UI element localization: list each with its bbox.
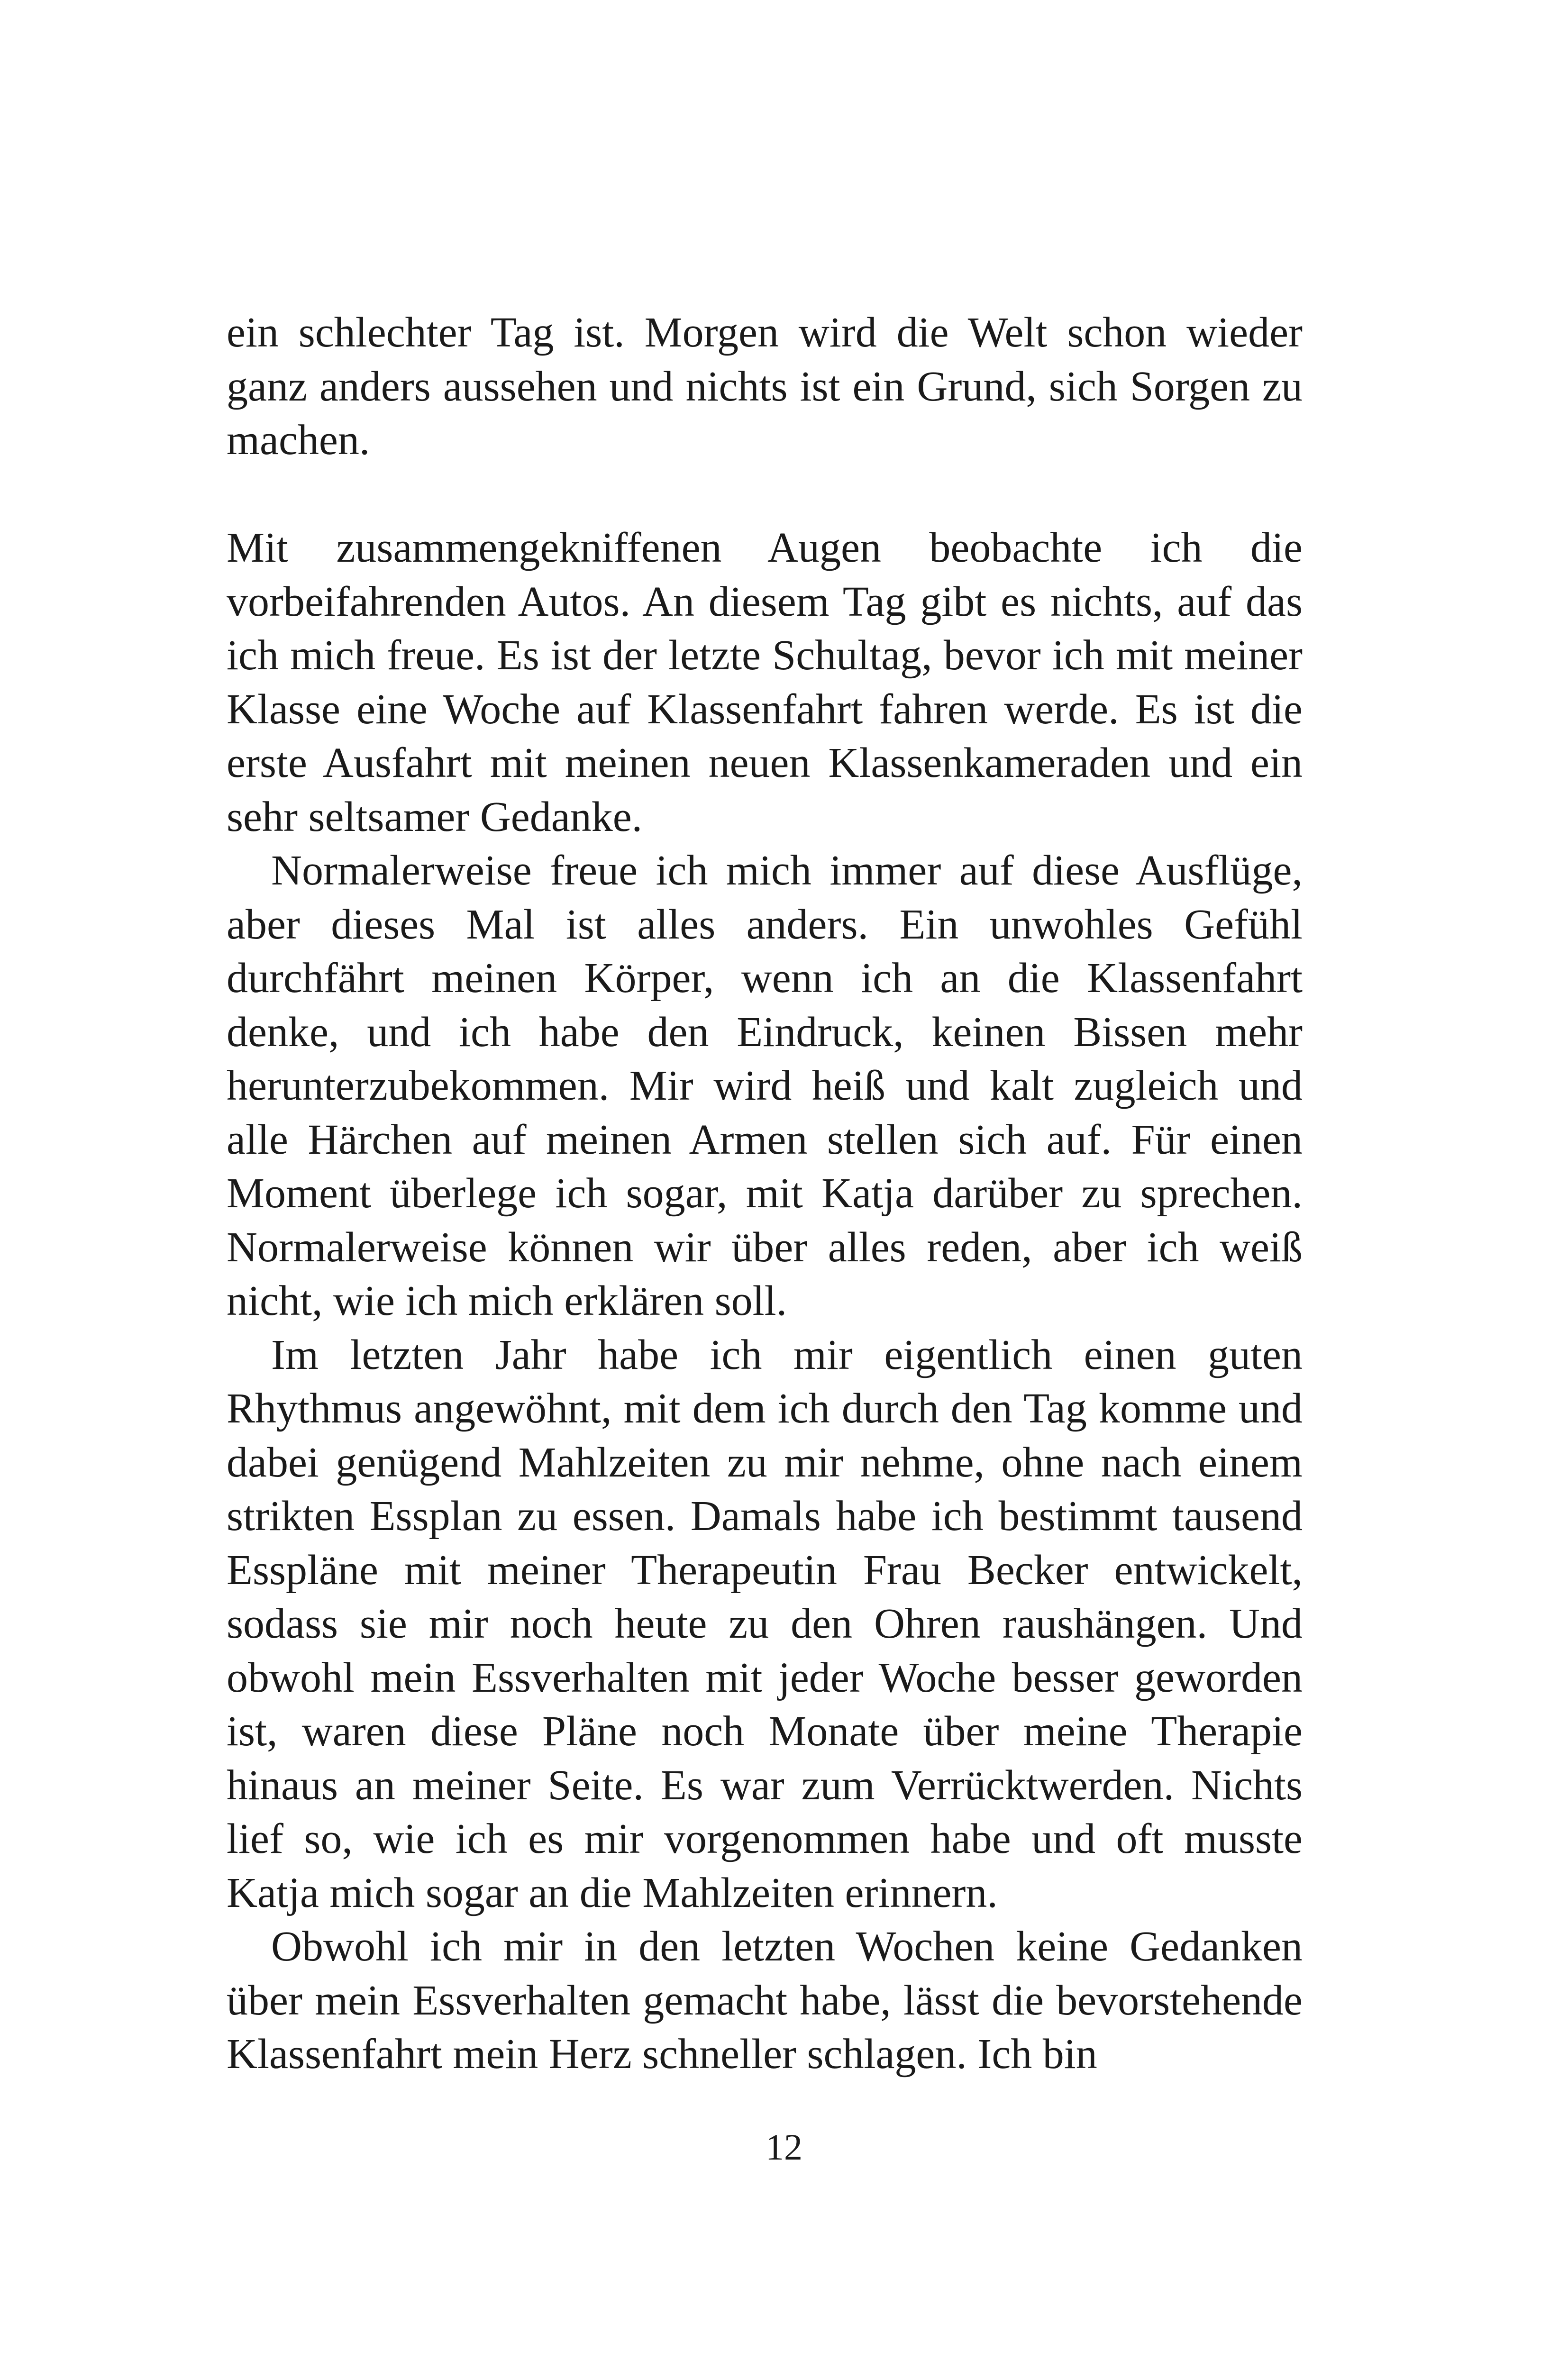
paragraph: Im letzten Jahr habe ich mir eigentlich einen guten Rhythmus angewöhnt, mit dem ich durch den Tag komme und dabei genügend Mahlzeiten zu mir nehme, ohne nach einem strikten Essplan zu essen. Damals habe ich bestimmt tausend Esspläne mit meiner Therapeutin Frau Becker entwickelt, sodass sie mir noch heute zu den Ohren raushängen. Und obwohl mein Essverhalten mit jeder Woche besser geworden ist, waren diese Pläne noch Monate über meine Therapie hinaus an meiner Seite. Es war zum Verrücktwerden. Nichts lief so, wie ich es mir vorgenommen habe und oft musste Katja mich sogar an die Mahlzeiten erinnern. — [227, 1331, 1303, 1916]
paragraph: Obwohl ich mir in den letzten Wochen keine Gedanken über mein Essverhalten gemacht habe, lässt die bevorstehende Klassenfahrt mein Herz schneller schlagen. Ich bin — [227, 1923, 1303, 2078]
body-text — [227, 306, 1303, 2081]
paragraph-continued: ein schlechter Tag ist. Morgen wird die Welt schon wieder ganz anders aussehen und nichts ist ein Grund, sich Sorgen zu machen. — [227, 309, 1303, 464]
paragraph-section-start: Mit zusammengekniffenen Augen beobachte ich die vorbeifahrenden Autos. An diesem Tag gibt es nichts, auf das ich mich freue. Es ist der letzte Schultag, bevor ich mit meiner Klasse eine Woche auf Klassenfahrt fahren werde. Es ist die erste Ausfahrt mit meinen neuen Klassenkameraden und ein sehr seltsamer Gedanke. — [227, 524, 1303, 840]
page-number: 12 — [766, 2126, 802, 2168]
paragraph: Normalerweise freue ich mich immer auf diese Ausflüge, aber dieses Mal ist alles anders. Ein unwohles Gefühl durchfährt meinen Körper, wenn ich an die Klassenfahrt denke, und ich habe den Eindruck, keinen Bissen mehr herunterzubekommen. Mir wird heiß und kalt zugleich und alle Härchen auf meinen Armen stellen sich auf. Für einen Moment überlege ich sogar, mit Katja darüber zu sprechen. Normalerweise können wir über alles reden, aber ich weiß nicht, wie ich mich erklären soll. — [227, 847, 1303, 1324]
